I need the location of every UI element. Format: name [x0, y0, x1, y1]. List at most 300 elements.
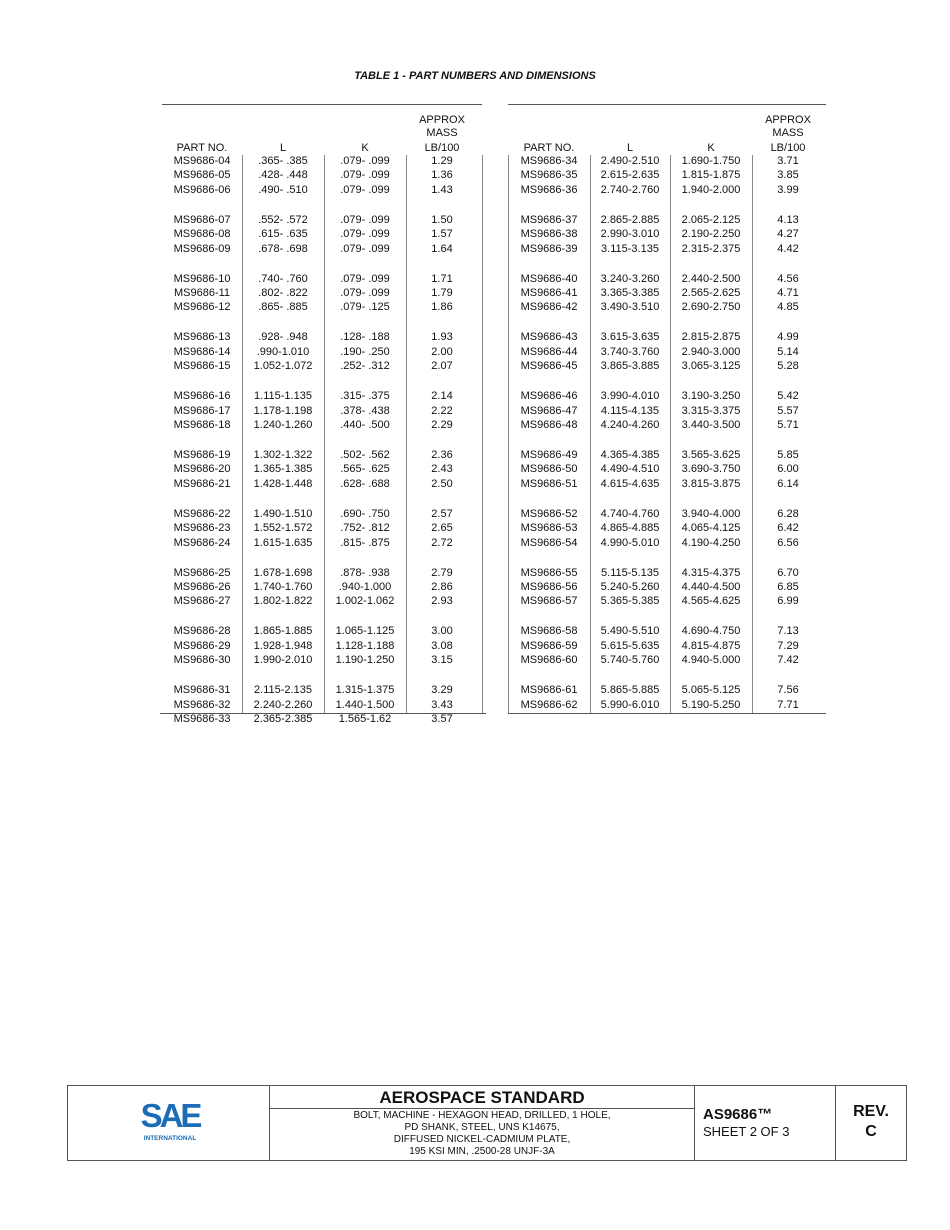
table-row	[162, 404, 482, 418]
k-dimension-cell: .079- .099	[340, 242, 390, 255]
table-row	[162, 183, 482, 197]
table-row	[162, 300, 482, 314]
k-dimension-cell: 2.065-2.125	[681, 213, 741, 226]
k-dimension-cell: 2.690-2.750	[681, 301, 741, 314]
k-dimension-cell: 2.440-2.500	[681, 272, 741, 285]
mass-cell: 4.13	[777, 213, 799, 226]
mass-cell: 7.42	[777, 654, 799, 667]
mass-cell: 7.29	[777, 639, 799, 652]
part-number-cell: MS9686-24	[173, 536, 231, 549]
k-dimension-cell: 4.690-4.750	[681, 625, 741, 638]
mass-cell: 3.99	[777, 183, 799, 196]
l-dimension-cell: 3.990-4.010	[600, 390, 660, 403]
l-dimension-cell: .552- .572	[258, 213, 308, 226]
table-title: TABLE 1 - PART NUMBERS AND DIMENSIONS	[354, 70, 596, 82]
l-dimension-cell: 3.740-3.760	[600, 345, 660, 358]
l-dimension-cell: 3.365-3.385	[600, 287, 660, 299]
part-number-cell: MS9686-29	[173, 639, 231, 652]
document-cell	[695, 1086, 836, 1160]
mass-cell: 6.14	[777, 477, 799, 490]
l-dimension-cell: 2.490-2.510	[600, 155, 660, 167]
mass-cell: 7.13	[777, 625, 799, 638]
k-dimension-cell: 5.065-5.125	[681, 684, 741, 697]
part-number-cell: MS9686-04	[173, 155, 231, 167]
mass-cell: 2.72	[431, 536, 453, 549]
l-dimension-cell: 2.115-2.135	[254, 684, 312, 697]
mass-cell: 4.71	[777, 287, 799, 299]
mass-cell: 4.42	[777, 242, 799, 255]
l-dimension-cell: 2.865-2.885	[600, 213, 660, 226]
k-dimension-cell: 4.440-4.500	[681, 581, 741, 593]
part-number-cell: MS9686-30	[173, 654, 231, 667]
part-number-cell: MS9686-18	[173, 419, 231, 431]
k-dimension-cell: 2.565-2.625	[681, 287, 741, 299]
l-dimension-cell: 4.865-4.885	[600, 522, 660, 535]
table-row	[508, 566, 826, 580]
k-dimension-cell: .315- .375	[340, 390, 390, 403]
header-k: K	[707, 142, 715, 154]
l-dimension-cell: 1.365-1.385	[253, 463, 313, 476]
table-row	[508, 639, 826, 653]
l-dimension-cell: 5.240-5.260	[600, 581, 660, 593]
k-dimension-cell: 3.565-3.625	[681, 449, 741, 461]
sae-logo	[138, 1094, 203, 1144]
part-number-cell: MS9686-21	[173, 477, 231, 490]
table-row	[508, 521, 826, 535]
l-dimension-cell: 1.490-1.510	[253, 507, 313, 520]
l-dimension-cell: 1.052-1.072	[253, 360, 313, 373]
l-dimension-cell: 2.365-2.385	[253, 713, 313, 725]
parts-table-left	[162, 104, 482, 725]
k-dimension-cell: 4.940-5.000	[681, 654, 741, 667]
part-number-cell: MS9686-28	[173, 625, 231, 638]
l-dimension-cell: .990-1.010	[256, 345, 310, 358]
l-dimension-cell: 5.990-6.010	[600, 698, 660, 711]
k-dimension-cell: .079- .099	[340, 169, 390, 182]
table-row	[162, 462, 482, 476]
mass-cell: 2.22	[431, 404, 453, 417]
header-mass-3: LB/100	[770, 142, 806, 154]
mass-cell: 2.65	[431, 522, 453, 535]
mass-cell: 3.71	[777, 155, 799, 167]
mass-cell: 2.57	[431, 507, 453, 520]
k-dimension-cell: .079- .099	[340, 287, 390, 299]
logo-subtext: INTERNATIONAL	[143, 1135, 197, 1142]
mass-cell: 1.57	[431, 228, 453, 241]
k-dimension-cell: 3.815-3.875	[681, 477, 741, 490]
description-line: DIFFUSED NICKEL-CADMIUM PLATE,	[393, 1134, 571, 1145]
part-number-cell: MS9686-35	[520, 169, 578, 182]
k-dimension-cell: 3.690-3.750	[681, 463, 741, 476]
l-dimension-cell: 2.740-2.760	[600, 183, 660, 196]
mass-cell: 6.85	[777, 581, 799, 593]
mass-cell: 4.56	[777, 272, 799, 285]
part-number-cell: MS9686-59	[520, 639, 578, 652]
mass-cell: 5.14	[777, 345, 799, 358]
revision-cell	[836, 1086, 906, 1160]
mass-cell: 3.15	[431, 654, 453, 667]
part-number-cell: MS9686-41	[520, 287, 578, 299]
logo-wordmark: SAE	[140, 1097, 200, 1134]
part-number-cell: MS9686-07	[173, 213, 231, 226]
mass-cell: 3.57	[431, 713, 453, 725]
part-number-cell: MS9686-62	[520, 698, 578, 711]
k-dimension-cell: .752- .812	[340, 522, 390, 535]
k-dimension-cell: 3.065-3.125	[681, 360, 741, 373]
mass-cell: 3.29	[431, 684, 453, 697]
l-dimension-cell: 1.428-1.448	[253, 477, 313, 490]
table-row	[508, 286, 826, 300]
table-row	[162, 477, 482, 491]
l-dimension-cell: 2.615-2.635	[600, 169, 660, 182]
table-row	[162, 272, 482, 286]
l-dimension-cell: 4.490-4.510	[600, 463, 660, 476]
part-number-cell: MS9686-09	[173, 242, 231, 255]
table-bottom-rule	[160, 713, 486, 714]
l-dimension-cell: 2.990-3.010	[600, 228, 660, 241]
l-dimension-cell: .428- .448	[258, 169, 308, 182]
table-row	[508, 359, 826, 373]
mass-cell: 4.85	[777, 301, 799, 314]
k-dimension-cell: 2.815-2.875	[681, 331, 741, 344]
table-row	[162, 639, 482, 653]
part-number-cell: MS9686-53	[520, 522, 578, 535]
l-dimension-cell: 5.115-5.135	[601, 566, 659, 579]
table-row	[162, 624, 482, 638]
table-row	[508, 330, 826, 344]
part-number-cell: MS9686-17	[173, 404, 231, 417]
l-dimension-cell: 1.740-1.760	[253, 581, 313, 593]
mass-cell: 1.79	[431, 287, 453, 299]
l-dimension-cell: 1.552-1.572	[253, 522, 313, 535]
mass-cell: 2.36	[431, 449, 453, 461]
table-row	[162, 448, 482, 462]
k-dimension-cell: .378- .438	[340, 404, 390, 417]
part-number-cell: MS9686-57	[520, 595, 578, 608]
table-row	[162, 698, 482, 712]
k-dimension-cell: .252- .312	[340, 360, 390, 373]
sheet-number: SHEET 2 OF 3	[703, 1124, 790, 1139]
l-dimension-cell: 4.990-5.010	[600, 536, 660, 549]
l-dimension-cell: .365- .385	[258, 155, 308, 167]
k-dimension-cell: 1.690-1.750	[681, 155, 741, 167]
part-number-cell: MS9686-08	[173, 228, 231, 241]
table-row	[162, 154, 482, 168]
part-number-cell: MS9686-38	[520, 228, 578, 241]
k-dimension-cell: 3.315-3.375	[681, 404, 741, 417]
l-dimension-cell: .490- .510	[258, 183, 308, 196]
mass-cell: 7.71	[777, 698, 799, 711]
part-number-cell: MS9686-16	[173, 390, 231, 403]
l-dimension-cell: 5.865-5.885	[600, 684, 660, 697]
table-row	[162, 566, 482, 580]
l-dimension-cell: 3.490-3.510	[600, 301, 660, 314]
k-dimension-cell: 4.190-4.250	[681, 536, 741, 549]
table-row	[162, 580, 482, 594]
table-row	[508, 345, 826, 359]
description-line: PD SHANK, STEEL, UNS K14675,	[404, 1122, 560, 1133]
k-dimension-cell: .690- .750	[340, 507, 390, 520]
header-part-no: PART NO.	[176, 142, 228, 154]
part-number-cell: MS9686-33	[173, 713, 231, 725]
l-dimension-cell: 4.740-4.760	[600, 507, 660, 520]
table-row	[508, 653, 826, 667]
l-dimension-cell: .802- .822	[258, 287, 308, 299]
description-line: 195 KSI MIN, .2500-28 UNJF-3A	[409, 1146, 555, 1157]
k-dimension-cell: 3.940-4.000	[681, 507, 741, 520]
k-dimension-cell: .079- .099	[340, 183, 390, 196]
table-row	[162, 389, 482, 403]
part-number-cell: MS9686-19	[173, 449, 231, 461]
part-number-cell: MS9686-61	[520, 684, 578, 697]
description-cell	[270, 1086, 695, 1160]
l-dimension-cell: 4.615-4.635	[600, 477, 660, 490]
mass-cell: 5.71	[777, 419, 799, 431]
table-bottom-rule	[508, 713, 826, 714]
k-dimension-cell: .128- .188	[340, 331, 390, 344]
table-row	[508, 300, 826, 314]
mass-cell: 6.56	[777, 536, 799, 549]
logo-cell	[68, 1086, 270, 1160]
part-number-cell: MS9686-34	[520, 155, 578, 167]
mass-cell: 2.00	[431, 345, 453, 358]
l-dimension-cell: 1.990-2.010	[253, 654, 313, 667]
table-row	[508, 389, 826, 403]
k-dimension-cell: .079- .099	[340, 213, 390, 226]
table-row	[508, 477, 826, 491]
k-dimension-cell: 1.565-1.62	[338, 713, 392, 725]
part-number-cell: MS9686-39	[520, 242, 578, 255]
table-row	[162, 213, 482, 227]
table-row	[162, 594, 482, 608]
mass-cell: 2.14	[431, 390, 453, 403]
description-line: BOLT, MACHINE - HEXAGON HEAD, DRILLED, 1 HOLE,	[353, 1110, 611, 1121]
l-dimension-cell: 1.115-1.135	[254, 390, 312, 403]
parts-table-right	[508, 104, 826, 711]
k-dimension-cell: 4.065-4.125	[681, 522, 741, 535]
mass-cell: 1.93	[431, 331, 453, 344]
part-number-cell: MS9686-23	[173, 522, 231, 535]
l-dimension-cell: 3.240-3.260	[600, 272, 660, 285]
l-dimension-cell: 5.740-5.760	[600, 654, 660, 667]
l-dimension-cell: 2.240-2.260	[253, 698, 313, 711]
l-dimension-cell: 4.115-4.135	[601, 404, 659, 417]
mass-cell: 6.28	[777, 507, 799, 520]
part-number-cell: MS9686-49	[520, 449, 578, 461]
l-dimension-cell: .615- .635	[258, 228, 308, 241]
l-dimension-cell: 1.865-1.885	[253, 625, 313, 638]
table-row	[508, 418, 826, 432]
standard-heading: AEROSPACE STANDARD	[270, 1086, 694, 1109]
header-mass-2: MASS	[772, 127, 804, 139]
header-l: L	[279, 142, 287, 154]
mass-cell: 2.86	[431, 581, 453, 593]
l-dimension-cell: .928- .948	[258, 331, 308, 344]
k-dimension-cell: 1.940-2.000	[681, 183, 741, 196]
l-dimension-cell: 4.365-4.385	[600, 449, 660, 461]
table-row	[162, 683, 482, 697]
k-dimension-cell: 3.440-3.500	[681, 419, 741, 431]
table-row	[508, 580, 826, 594]
header-mass-3: LB/100	[424, 142, 460, 154]
table-row	[508, 272, 826, 286]
part-number-cell: MS9686-50	[520, 463, 578, 476]
table-header	[508, 105, 826, 155]
header-mass-1: APPROX	[765, 114, 811, 126]
l-dimension-cell: 1.178-1.198	[253, 404, 313, 417]
l-dimension-cell: 1.802-1.822	[253, 595, 313, 608]
mass-cell: 6.42	[777, 522, 799, 535]
l-dimension-cell: 3.865-3.885	[600, 360, 660, 373]
part-number-cell: MS9686-45	[520, 360, 578, 373]
part-number-cell: MS9686-14	[173, 345, 231, 358]
table-row	[508, 168, 826, 182]
k-dimension-cell: 4.315-4.375	[681, 566, 741, 579]
part-number-cell: MS9686-05	[173, 169, 231, 182]
k-dimension-cell: .815- .875	[340, 536, 390, 549]
part-number-cell: MS9686-32	[173, 698, 231, 711]
table-row	[162, 712, 482, 726]
k-dimension-cell: .502- .562	[340, 449, 390, 461]
mass-cell: 1.64	[431, 242, 453, 255]
mass-cell: 5.28	[777, 360, 799, 373]
k-dimension-cell: 1.440-1.500	[335, 698, 395, 711]
k-dimension-cell: 3.190-3.250	[681, 390, 741, 403]
l-dimension-cell: 1.615-1.635	[253, 536, 313, 549]
column-divider	[482, 155, 483, 713]
k-dimension-cell: 4.565-4.625	[681, 595, 741, 608]
k-dimension-cell: 2.315-2.375	[681, 242, 741, 255]
part-number-cell: MS9686-12	[173, 301, 231, 314]
l-dimension-cell: 1.302-1.322	[253, 449, 313, 461]
l-dimension-cell: 1.928-1.948	[253, 639, 313, 652]
header-mass-2: MASS	[426, 127, 458, 139]
mass-cell: 1.50	[431, 213, 453, 226]
k-dimension-cell: .878- .938	[340, 566, 390, 579]
title-block	[67, 1085, 907, 1161]
part-number-cell: MS9686-25	[173, 566, 231, 579]
table-row	[508, 624, 826, 638]
mass-cell: 2.93	[431, 595, 453, 608]
mass-cell: 2.79	[431, 566, 453, 579]
l-dimension-cell: .865- .885	[258, 301, 308, 314]
table-row	[162, 521, 482, 535]
k-dimension-cell: .440- .500	[340, 419, 390, 431]
l-dimension-cell: 5.365-5.385	[600, 595, 660, 608]
k-dimension-cell: 1.815-1.875	[681, 169, 741, 182]
table-row	[508, 183, 826, 197]
part-number-cell: MS9686-26	[173, 581, 231, 593]
mass-cell: 4.99	[777, 331, 799, 344]
table-row	[162, 418, 482, 432]
header-mass-1: APPROX	[419, 114, 465, 126]
k-dimension-cell: .079- .099	[340, 155, 390, 167]
table-row	[162, 536, 482, 550]
mass-cell: 6.00	[777, 463, 799, 476]
part-number-cell: MS9686-31	[173, 684, 231, 697]
part-number-cell: MS9686-37	[520, 213, 578, 226]
mass-cell: 3.08	[431, 639, 453, 652]
part-number-cell: MS9686-42	[520, 301, 578, 314]
mass-cell: 5.42	[777, 390, 799, 403]
standard-description	[270, 1110, 694, 1158]
table-row	[162, 359, 482, 373]
part-number-cell: MS9686-48	[520, 419, 578, 431]
mass-cell: 2.07	[431, 360, 453, 373]
l-dimension-cell: 4.240-4.260	[600, 419, 660, 431]
k-dimension-cell: .079- .099	[340, 272, 390, 285]
mass-cell: 7.56	[777, 684, 799, 697]
k-dimension-cell: 5.190-5.250	[681, 698, 741, 711]
mass-cell: 3.85	[777, 169, 799, 182]
part-number-cell: MS9686-22	[173, 507, 231, 520]
table-row	[508, 507, 826, 521]
part-number-cell: MS9686-27	[173, 595, 231, 608]
mass-cell: 1.71	[431, 272, 453, 285]
mass-cell: 1.43	[431, 183, 453, 196]
l-dimension-cell: 1.678-1.698	[253, 566, 313, 579]
k-dimension-cell: 2.940-3.000	[681, 345, 741, 358]
header-l: L	[626, 142, 634, 154]
part-number-cell: MS9686-43	[520, 331, 578, 344]
mass-cell: 6.70	[777, 566, 799, 579]
l-dimension-cell: 3.115-3.135	[601, 242, 659, 255]
mass-cell: 1.29	[431, 155, 453, 167]
table-row	[508, 683, 826, 697]
table-row	[508, 594, 826, 608]
mass-cell: 2.43	[431, 463, 453, 476]
mass-cell: 2.50	[431, 477, 453, 490]
part-number-cell: MS9686-44	[520, 345, 578, 358]
part-number-cell: MS9686-13	[173, 331, 231, 344]
k-dimension-cell: .079- .099	[340, 228, 390, 241]
header-k: K	[361, 142, 369, 154]
mass-cell: 5.85	[777, 449, 799, 461]
mass-cell: 3.00	[431, 625, 453, 638]
k-dimension-cell: 2.190-2.250	[681, 228, 741, 241]
l-dimension-cell: .740- .760	[258, 272, 308, 285]
part-number-cell: MS9686-15	[173, 360, 231, 373]
table-row	[162, 227, 482, 241]
header-part-no: PART NO.	[523, 142, 575, 154]
table-row	[162, 345, 482, 359]
l-dimension-cell: 1.240-1.260	[253, 419, 313, 431]
part-number-cell: MS9686-60	[520, 654, 578, 667]
mass-cell: 2.29	[431, 419, 453, 431]
k-dimension-cell: 4.815-4.875	[681, 639, 741, 652]
l-dimension-cell: 3.615-3.635	[600, 331, 660, 344]
part-number-cell: MS9686-10	[173, 272, 231, 285]
part-number-cell: MS9686-46	[520, 390, 578, 403]
table-row	[508, 448, 826, 462]
table-row	[508, 154, 826, 168]
part-number-cell: MS9686-51	[520, 477, 578, 490]
part-number-cell: MS9686-47	[520, 404, 578, 417]
table-header	[162, 105, 482, 155]
part-number-cell: MS9686-55	[520, 566, 578, 579]
table-row	[162, 507, 482, 521]
mass-cell: 4.27	[777, 228, 799, 241]
k-dimension-cell: .940-1.000	[338, 581, 392, 593]
part-number-cell: MS9686-52	[520, 507, 578, 520]
revision-value: C	[865, 1123, 877, 1140]
table-row	[162, 286, 482, 300]
mass-cell: 1.86	[431, 301, 453, 314]
table-row	[162, 653, 482, 667]
l-dimension-cell: 5.490-5.510	[600, 625, 660, 638]
table-row	[508, 404, 826, 418]
part-number-cell: MS9686-54	[520, 536, 578, 549]
